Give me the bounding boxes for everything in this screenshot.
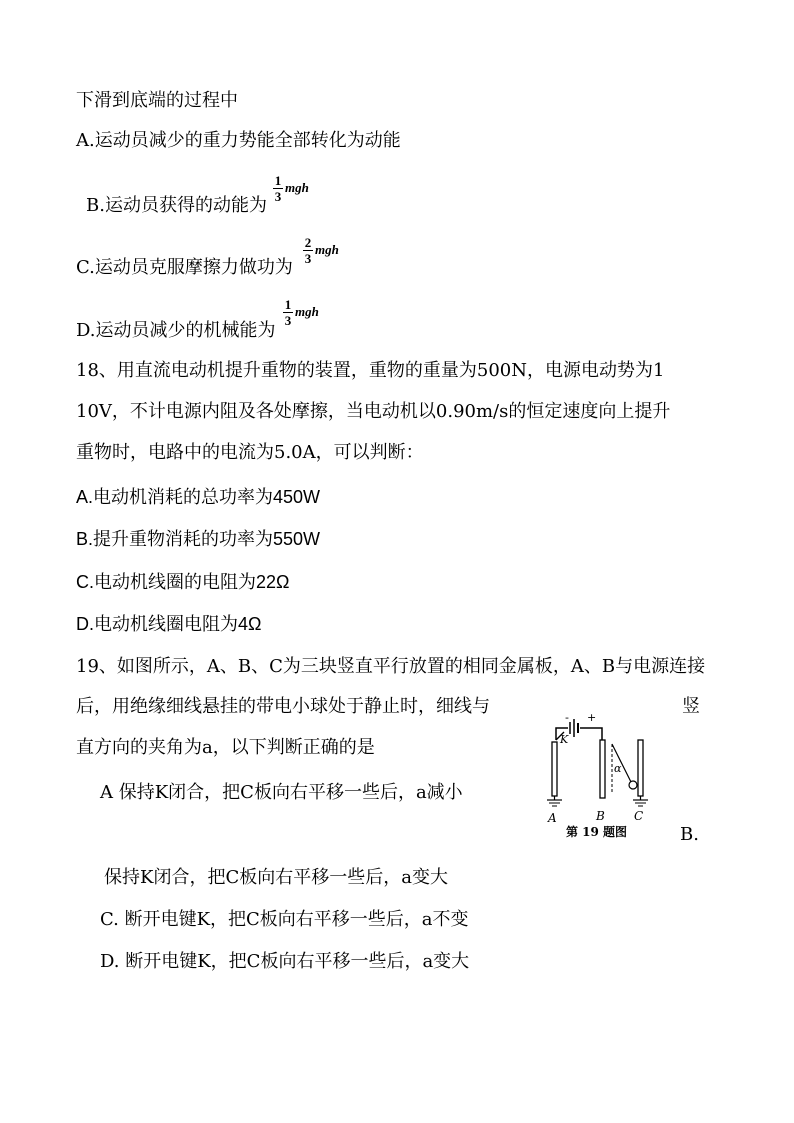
q18-stem-line3: 重物时，电路中的电流为5.0A，可以判断： (76, 442, 424, 463)
q19-stem-line3: 直方向的夹角为a，以下判断正确的是 (76, 737, 375, 758)
fraction-denominator: 3 (274, 189, 282, 204)
q19-stem-line2-end: 竖 (682, 696, 700, 717)
q17-option-d: D.运动员减少的机械能为 (76, 320, 276, 341)
plate-a (552, 742, 557, 796)
q18-option-b: B.提升重物消耗的功率为550W (76, 529, 321, 549)
q19-stem-line1: 19、如图所示，A、B、C为三块竖直平行放置的相同金属板，A、B与电源连接 (76, 656, 706, 677)
plate-b-label: B (596, 809, 605, 823)
q17-option-c: C.运动员克服摩擦力做功为 (76, 257, 293, 278)
q19-option-b-label: B. (680, 824, 699, 845)
fraction-numerator: 1 (284, 297, 292, 312)
fraction-numerator: 1 (274, 173, 282, 188)
q17-option-a: A.运动员减少的重力势能全部转化为动能 (76, 130, 401, 151)
q19-figure-caption: 第 19 题图 (566, 825, 628, 839)
plate-c (638, 740, 643, 796)
q18-option-d: D.电动机线圈电阻为4Ω (76, 614, 262, 634)
fraction-suffix: mgh (285, 180, 309, 195)
q18-option-a: A.电动机消耗的总功率为450W (76, 487, 321, 507)
q17-option-c-fraction (303, 235, 339, 266)
plate-c-label: C (634, 809, 644, 823)
q19-option-c: C. 断开电键K，把C板向右平移一些后，a不变 (100, 909, 469, 930)
fraction-suffix: mgh (315, 242, 339, 257)
fraction-denominator: 3 (304, 251, 312, 266)
fraction-denominator: 3 (284, 313, 292, 328)
charged-ball (629, 781, 637, 789)
q17-option-b: B.运动员获得的动能为 (86, 195, 267, 216)
fraction-suffix: mgh (295, 304, 319, 319)
q19-option-b: 保持K闭合，把C板向右平移一些后，a变大 (104, 867, 448, 888)
q17-stem-tail: 下滑到底端的过程中 (76, 90, 238, 111)
fraction-numerator: 2 (304, 235, 312, 250)
angle-alpha-label: α (614, 762, 622, 775)
battery-plus-label: + (587, 711, 597, 724)
plate-a-label: A (548, 811, 557, 825)
q19-option-a: A 保持K闭合，把C板向右平移一些后，a减小 (100, 782, 463, 803)
plate-b (600, 740, 605, 798)
q18-option-c: C.电动机线圈的电阻为22Ω (76, 572, 290, 592)
q19-stem-line2: 后，用绝缘细线悬挂的带电小球处于静止时，细线与 (76, 696, 490, 717)
switch-k-label: K (560, 733, 569, 746)
q18-stem-line2: 10V，不计电源内阻及各处摩擦，当电动机以0.90m/s的恒定速度向上提升 (76, 401, 671, 422)
q19-option-d: D. 断开电键K，把C板向右平移一些后，a变大 (100, 951, 470, 972)
q17-option-b-fraction (273, 173, 309, 204)
q17-option-d-fraction (283, 297, 319, 328)
q18-stem-line1: 18、用直流电动机提升重物的装置，重物的重量为500N，电源电动势为1 (76, 360, 665, 381)
battery-minus-label: - (565, 711, 569, 724)
